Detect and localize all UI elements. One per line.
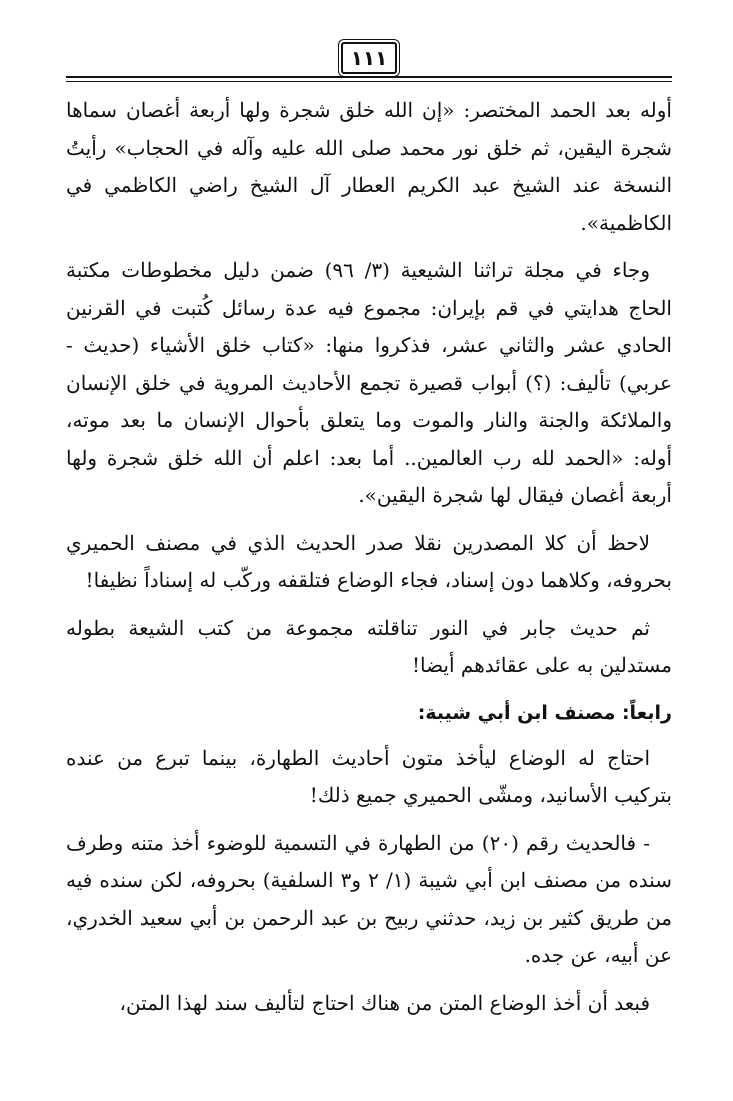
header-divider-thin [66,81,672,82]
paragraph-4: ثم حديث جابر في النور تناقلته مجموعة من كتب الشيعة بطوله مستدلين به على عقائدهم أيضا! [66,615,672,677]
page-number: ١١١ [341,42,397,74]
header-divider [66,76,672,78]
paragraph-2: وجاء في مجلة تراثنا الشيعية (٣/ ٩٦) ضمن دليل مخطوطات مكتبة الحاج هدايتي في قم بإيران: مجموع فيه عدة رسائل كُتبت في القرنين الحادي عشر والثاني عشر، فذكروا منها: «كتاب خلق الأشياء (حديث - عربي) تأليف: (؟) أبواب قصيرة تجمع الأحاديث المروية في خلق الإنسان والملائكة والجنة والنار والموت وما يتعلق بأحوال الإنسان ما بعد موته، أوله: «الحمد لله رب العالمين.. أما بعد: اعلم أن الله خلق شجرة ولها أربعة أغصان فيقال لها شجرة اليقين». [66,258,672,507]
page-body [66,92,672,1032]
page-header [66,40,672,82]
paragraph-1: أوله بعد الحمد المختصر: «إن الله خلق شجرة ولها أربعة أغصان سماها شجرة اليقين، ثم خلق نور محمد صلى الله عليه وآله في الحجاب» رأيتُ النسخة عند الشيخ عبد الكريم العطار آل الشيخ راضي الكاظمي في الكاظمية». [66,98,672,235]
paragraph-6: - فالحديث رقم (٢٠) من الطهارة في التسمية للوضوء أخذ متنه وطرف سنده من مصنف ابن أبي شيبة (١/ ٢ و٣ السلفية) بحروفه، لكن سنده فيه من طريق كثير بن زيد، حدثني ربيح بن عبد الرحمن بن أبي سعيد الخدري، عن أبيه، عن جده. [66,830,673,967]
paragraph-7: فبعد أن أخذ الوضاع المتن من هناك احتاج لتأليف سند لهذا المتن، [119,990,650,1015]
section-heading: رابعاً: مصنف ابن أبي شيبة: [417,701,672,724]
paragraph-3: لاحظ أن كلا المصدرين نقلا صدر الحديث الذي في مصنف الحميري بحروفه، وكلاهما دون إسناد، فجاء الوضاع فتلقفه وركّب له إسناداً نظيفا! [66,530,672,592]
paragraph-5: احتاج له الوضاع ليأخذ متون أحاديث الطهارة، بينما تبرع من عنده بتركيب الأسانيد، ومشّى الحميري جميع ذلك! [66,745,672,807]
